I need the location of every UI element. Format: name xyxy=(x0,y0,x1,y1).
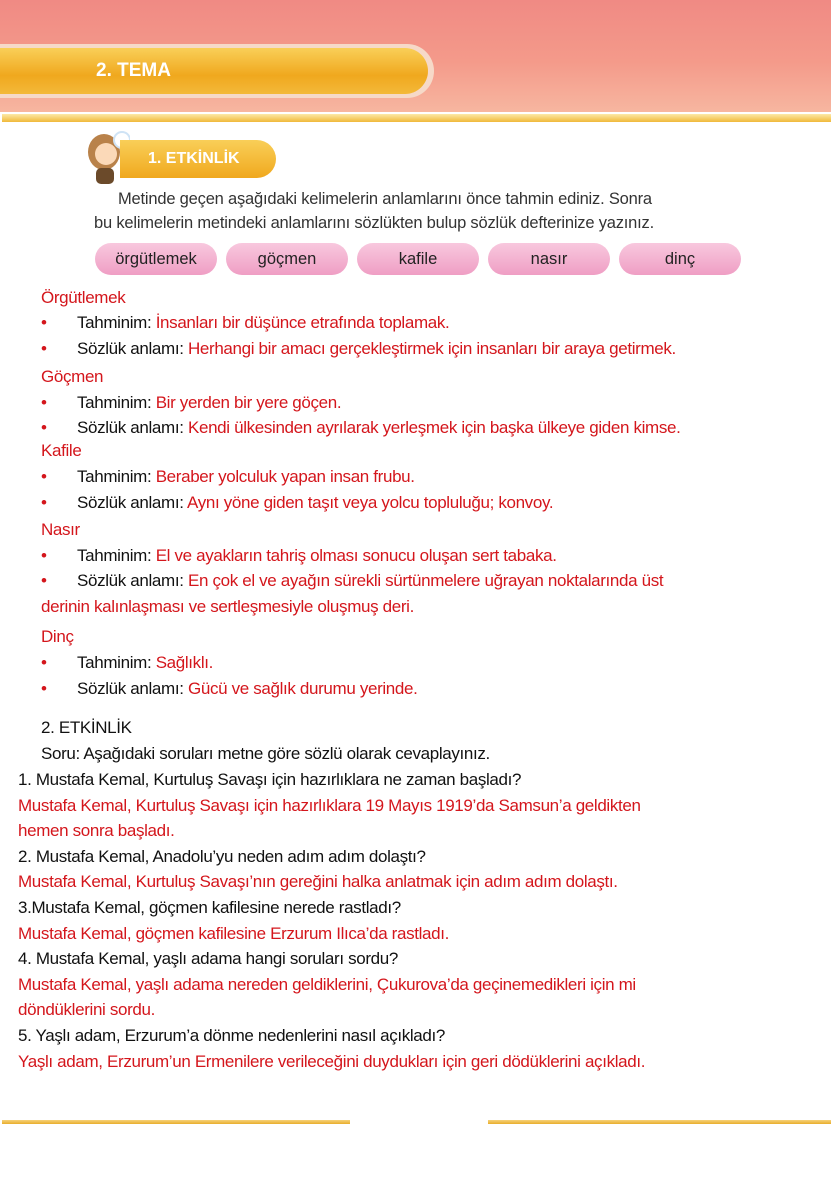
bullet: • xyxy=(41,546,47,565)
question: 5. Yaşlı adam, Erzurum’a dönme nedenlerini nasıl açıkladı? xyxy=(18,1026,445,1045)
guess-line xyxy=(41,392,341,414)
answer: hemen sonra başladı. xyxy=(18,821,175,841)
guess-label: Tahminim: xyxy=(77,467,156,486)
bullet: • xyxy=(41,493,47,512)
word-pill: kafile xyxy=(357,243,479,275)
entry-word-text: Göçmen xyxy=(41,367,104,386)
question: 2. Mustafa Kemal, Anadolu’yu neden adım adım dolaştı? xyxy=(18,846,426,866)
guess-line xyxy=(41,466,415,488)
answer: Mustafa Kemal, yaşlı adama nereden geldiklerini, Çukurova’da geçinemedikleri için mi xyxy=(18,974,636,994)
guess-text: Beraber yolculuk yapan insan frubu. xyxy=(155,467,415,486)
guess-label: Tahminim: xyxy=(77,313,156,332)
entry-word-text: Nasır xyxy=(41,520,80,539)
dict-label: Sözlük anlamı: xyxy=(77,679,188,698)
bullet: • xyxy=(41,313,47,332)
header-divider xyxy=(2,114,831,122)
dict-text: En çok el ve ayağın sürekli sürtünmelere uğrayan noktalarında üst xyxy=(187,571,664,590)
activity2-title: 2. ETKİNLİK xyxy=(41,718,132,737)
dictionary-line-cont xyxy=(41,596,414,618)
entry-word-text: Kafile xyxy=(41,441,82,460)
dict-label: Sözlük anlamı: xyxy=(77,493,188,512)
dict-text: Kendi ülkesinden ayrılarak yerleşmek için başka ülkeye giden kimse. xyxy=(187,418,681,437)
theme-banner xyxy=(0,44,434,98)
dictionary-line xyxy=(41,492,553,514)
bullet: • xyxy=(41,653,47,672)
entry-word-text: Dinç xyxy=(41,627,74,646)
bullet: • xyxy=(41,467,47,486)
bullet: • xyxy=(41,393,47,412)
footer-line xyxy=(2,1120,350,1124)
entry-word xyxy=(41,626,74,648)
word-pill: nasır xyxy=(488,243,610,275)
instruction-line: bu kelimelerin metindeki anlamlarını sözlükten bulup sözlük defterinize yazınız. xyxy=(94,214,654,232)
dictionary-line xyxy=(41,338,676,360)
question: 1. Mustafa Kemal, Kurtuluş Savaşı için hazırlıklara ne zaman başladı? xyxy=(18,770,522,789)
dict-text: Gücü ve sağlık durumu yerinde. xyxy=(187,679,418,698)
dict-label: Sözlük anlamı: xyxy=(77,571,188,590)
theme-title: 2. TEMA xyxy=(0,48,428,94)
dictionary-line xyxy=(41,678,418,700)
footer-line xyxy=(488,1120,831,1124)
dict-label: Sözlük anlamı: xyxy=(77,339,188,358)
answer: Mustafa Kemal, Kurtuluş Savaşı için hazırlıklara 19 Mayıs 1919’da Samsun’a geldikten xyxy=(18,795,641,815)
guess-text: El ve ayakların tahriş olması sonucu oluşan sert tabaka. xyxy=(155,546,557,565)
guess-line xyxy=(41,545,557,567)
guess-text: İnsanları bir düşünce etrafında toplamak. xyxy=(155,313,450,332)
answer: döndüklerini sordu. xyxy=(18,1000,155,1020)
entry-word xyxy=(41,440,81,462)
activity1-title: 1. ETKİNLİK xyxy=(120,140,276,178)
guess-line xyxy=(41,312,449,334)
word-pill: dinç xyxy=(619,243,741,275)
answer: Mustafa Kemal, Kurtuluş Savaşı’nın gereğini halka anlatmak için adım adım dolaştı. xyxy=(18,872,618,892)
activity2-prompt: Soru: Aşağıdaki soruları metne göre sözlü olarak cevaplayınız. xyxy=(41,744,490,763)
answer: Yaşlı adam, Erzurum’un Ermenilere verileceğini duydukları için geri dödüklerini açıkladı. xyxy=(18,1051,646,1071)
guess-label: Tahminim: xyxy=(77,653,156,672)
word-pills xyxy=(95,243,741,275)
word-pill: örgütlemek xyxy=(95,243,217,275)
guess-line xyxy=(41,652,213,674)
entry-word xyxy=(41,519,80,541)
guess-label: Tahminim: xyxy=(77,546,156,565)
bullet: • xyxy=(41,679,47,698)
question: 4. Mustafa Kemal, yaşlı adama hangi soruları sordu? xyxy=(18,949,398,969)
answer: Mustafa Kemal, göçmen kafilesine Erzurum Ilıca’da rastladı. xyxy=(18,923,449,943)
question: 3.Mustafa Kemal, göçmen kafilesine nerede rastladı? xyxy=(18,898,401,917)
guess-label: Tahminim: xyxy=(77,393,156,412)
instruction-line: Metinde geçen aşağıdaki kelimelerin anlamlarını önce tahmin ediniz. Sonra xyxy=(118,190,652,208)
entry-word-text: Örgütlemek xyxy=(41,288,126,307)
entry-word xyxy=(41,366,103,388)
dict-text: derinin kalınlaşması ve sertleşmesiyle oluşmuş deri. xyxy=(41,597,414,616)
dictionary-line xyxy=(41,417,680,439)
bullet: • xyxy=(41,571,47,590)
guess-text: Bir yerden bir yere göçen. xyxy=(155,393,342,412)
word-pill: göçmen xyxy=(226,243,348,275)
dictionary-line xyxy=(41,570,663,592)
dict-label: Sözlük anlamı: xyxy=(77,418,188,437)
entry-word xyxy=(41,287,125,309)
dict-text: Herhangi bir amacı gerçekleştirmek için insanları bir araya getirmek. xyxy=(187,339,676,358)
dict-text: Aynı yöne giden taşıt veya yolcu topluluğu; konvoy. xyxy=(187,493,554,512)
bullet: • xyxy=(41,418,47,437)
guess-text: Sağlıklı. xyxy=(155,653,214,672)
bullet: • xyxy=(41,339,47,358)
